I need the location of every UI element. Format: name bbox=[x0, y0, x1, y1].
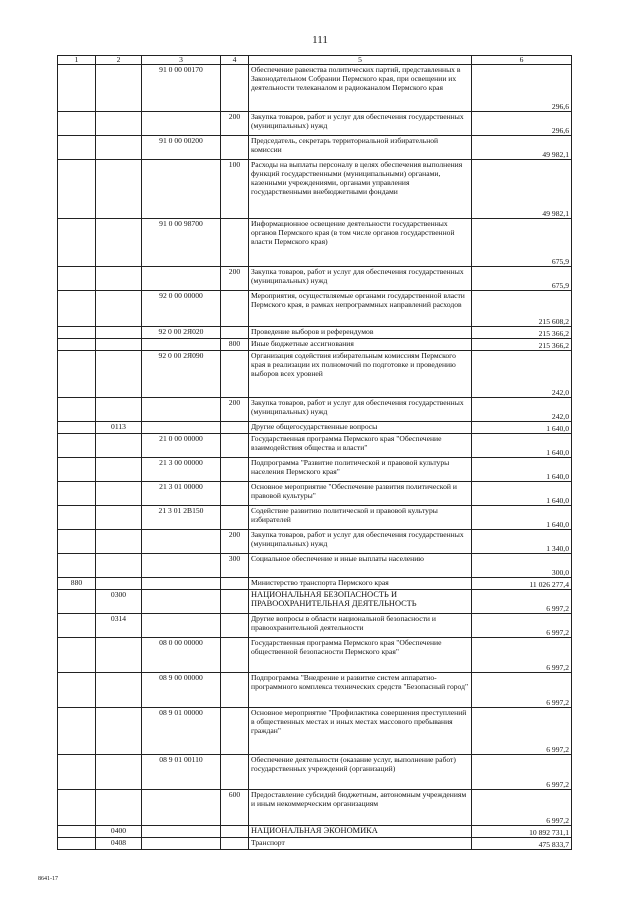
cell-expense-type: 200 bbox=[221, 398, 249, 422]
cell-description: Иные бюджетные ассигнования bbox=[249, 339, 472, 351]
table-row bbox=[58, 65, 572, 112]
cell-expense-type bbox=[221, 578, 249, 590]
cell-description: Содействие развитию политической и правовой культуры избирателей bbox=[249, 506, 472, 530]
cell-ministry-code bbox=[58, 434, 96, 458]
cell-amount: 11 026 277,4 bbox=[472, 578, 572, 590]
cell-expense-type bbox=[221, 291, 249, 327]
cell-amount: 6 997,2 bbox=[472, 673, 572, 708]
header-col-3: 3 bbox=[142, 56, 221, 65]
table-row bbox=[58, 291, 572, 327]
cell-target-article bbox=[142, 826, 221, 838]
budget-table bbox=[57, 55, 572, 850]
cell-target-article bbox=[142, 530, 221, 554]
cell-amount: 1 640,0 bbox=[472, 482, 572, 506]
cell-ministry-code bbox=[58, 112, 96, 136]
cell-amount: 1 640,0 bbox=[472, 506, 572, 530]
cell-section-code bbox=[96, 327, 142, 339]
cell-description: Проведение выборов и референдумов bbox=[249, 327, 472, 339]
table-header-row bbox=[58, 56, 572, 65]
cell-amount: 6 997,2 bbox=[472, 708, 572, 755]
cell-expense-type bbox=[221, 458, 249, 482]
cell-description: Закупка товаров, работ и услуг для обеспечения государственных (муниципальных) нужд bbox=[249, 530, 472, 554]
cell-amount: 215 366,2 bbox=[472, 327, 572, 339]
cell-expense-type bbox=[221, 506, 249, 530]
table-row bbox=[58, 826, 572, 838]
cell-section-code bbox=[96, 554, 142, 578]
cell-ministry-code bbox=[58, 458, 96, 482]
cell-description: Расходы на выплаты персоналу в целях обеспечения выполнения функций государственными (муниципальными) органами, казенными учреждениями, органами управления государственными внебюджетными фондами bbox=[249, 160, 472, 219]
table-row bbox=[58, 458, 572, 482]
footer-code: 8641-17 bbox=[38, 876, 58, 882]
cell-expense-type: 200 bbox=[221, 530, 249, 554]
cell-description: Основное мероприятие "Обеспечение развития политической и правовой культуры" bbox=[249, 482, 472, 506]
cell-description: Информационное освещение деятельности государственных органов Пермского края (в том числе органов государственной власти Пермского края) bbox=[249, 219, 472, 267]
cell-expense-type: 100 bbox=[221, 160, 249, 219]
cell-section-code bbox=[96, 434, 142, 458]
cell-ministry-code bbox=[58, 708, 96, 755]
table-row bbox=[58, 351, 572, 398]
table-row bbox=[58, 112, 572, 136]
cell-section-code bbox=[96, 708, 142, 755]
cell-expense-type bbox=[221, 614, 249, 638]
cell-expense-type bbox=[221, 422, 249, 434]
cell-description: Подпрограмма "Внедрение и развитие систем аппаратно-программного комплекса технических средств "Безопасный город" bbox=[249, 673, 472, 708]
cell-ministry-code bbox=[58, 422, 96, 434]
cell-section-code bbox=[96, 638, 142, 673]
table-row bbox=[58, 790, 572, 826]
cell-target-article bbox=[142, 339, 221, 351]
cell-amount: 296,6 bbox=[472, 112, 572, 136]
table-row bbox=[58, 530, 572, 554]
table-row bbox=[58, 267, 572, 291]
cell-ministry-code bbox=[58, 790, 96, 826]
cell-description: Мероприятия, осуществляемые органами государственной власти Пермского края, в рамках непрограммных направлений расходов bbox=[249, 291, 472, 327]
cell-expense-type bbox=[221, 638, 249, 673]
table-body bbox=[58, 65, 572, 850]
cell-expense-type bbox=[221, 327, 249, 339]
cell-description: Социальное обеспечение и иные выплаты населению bbox=[249, 554, 472, 578]
cell-ministry-code bbox=[58, 826, 96, 838]
header-col-1: 1 bbox=[58, 56, 96, 65]
table-row bbox=[58, 482, 572, 506]
cell-target-article bbox=[142, 112, 221, 136]
header-col-6: 6 bbox=[472, 56, 572, 65]
cell-expense-type bbox=[221, 826, 249, 838]
cell-target-article bbox=[142, 590, 221, 614]
cell-expense-type: 800 bbox=[221, 339, 249, 351]
cell-amount: 10 892 731,1 bbox=[472, 826, 572, 838]
cell-ministry-code bbox=[58, 339, 96, 351]
table-row bbox=[58, 506, 572, 530]
cell-ministry-code bbox=[58, 267, 96, 291]
cell-ministry-code bbox=[58, 327, 96, 339]
cell-description: Основное мероприятие "Профилактика совершения преступлений в общественных местах и иных местах массового пребывания граждан" bbox=[249, 708, 472, 755]
cell-section-code bbox=[96, 219, 142, 267]
cell-description: Другие вопросы в области национальной безопасности и правоохранительной деятельности bbox=[249, 614, 472, 638]
cell-expense-type bbox=[221, 434, 249, 458]
table-row bbox=[58, 160, 572, 219]
cell-amount: 242,0 bbox=[472, 398, 572, 422]
cell-amount: 1 640,0 bbox=[472, 434, 572, 458]
cell-section-code bbox=[96, 398, 142, 422]
cell-section-code bbox=[96, 530, 142, 554]
cell-ministry-code bbox=[58, 673, 96, 708]
cell-target-article: 91 0 00 00200 bbox=[142, 136, 221, 160]
cell-ministry-code bbox=[58, 160, 96, 219]
cell-section-code bbox=[96, 339, 142, 351]
cell-amount: 1 340,0 bbox=[472, 530, 572, 554]
cell-target-article bbox=[142, 267, 221, 291]
cell-amount: 675,9 bbox=[472, 267, 572, 291]
cell-expense-type bbox=[221, 136, 249, 160]
cell-ministry-code bbox=[58, 482, 96, 506]
cell-description: Закупка товаров, работ и услуг для обеспечения государственных (муниципальных) нужд bbox=[249, 112, 472, 136]
table-row bbox=[58, 708, 572, 755]
cell-section-code bbox=[96, 160, 142, 219]
cell-ministry-code bbox=[58, 590, 96, 614]
table-row bbox=[58, 327, 572, 339]
cell-expense-type bbox=[221, 65, 249, 112]
cell-section-code bbox=[96, 506, 142, 530]
cell-target-article: 21 0 00 00000 bbox=[142, 434, 221, 458]
cell-target-article: 08 9 01 00110 bbox=[142, 755, 221, 790]
table-row bbox=[58, 638, 572, 673]
cell-target-article: 91 0 00 00170 bbox=[142, 65, 221, 112]
cell-target-article: 92 0 00 00000 bbox=[142, 291, 221, 327]
header-col-4: 4 bbox=[221, 56, 249, 65]
table-row bbox=[58, 398, 572, 422]
cell-section-code bbox=[96, 458, 142, 482]
cell-expense-type bbox=[221, 708, 249, 755]
cell-section-code bbox=[96, 673, 142, 708]
cell-amount: 49 982,1 bbox=[472, 136, 572, 160]
cell-target-article bbox=[142, 554, 221, 578]
cell-ministry-code bbox=[58, 351, 96, 398]
cell-description: Обеспечение равенства политических партий, представленных в Законодательном Собрании Пермского края, при освещении их деятельности телеканалом и радиоканалом Пермского края bbox=[249, 65, 472, 112]
table-row bbox=[58, 422, 572, 434]
cell-expense-type: 300 bbox=[221, 554, 249, 578]
cell-section-code: 0408 bbox=[96, 838, 142, 850]
cell-target-article bbox=[142, 160, 221, 219]
cell-description: Транспорт bbox=[249, 838, 472, 850]
cell-amount: 1 640,0 bbox=[472, 458, 572, 482]
cell-amount: 6 997,2 bbox=[472, 638, 572, 673]
cell-expense-type bbox=[221, 590, 249, 614]
cell-amount: 1 640,0 bbox=[472, 422, 572, 434]
cell-ministry-code bbox=[58, 554, 96, 578]
cell-section-code bbox=[96, 755, 142, 790]
cell-section-code bbox=[96, 112, 142, 136]
cell-description: Предоставление субсидий бюджетным, автономным учреждениям и иным некоммерческим организациям bbox=[249, 790, 472, 826]
cell-ministry-code bbox=[58, 136, 96, 160]
cell-target-article: 08 0 00 00000 bbox=[142, 638, 221, 673]
cell-description: НАЦИОНАЛЬНАЯ ЭКОНОМИКА bbox=[249, 826, 472, 838]
cell-expense-type bbox=[221, 351, 249, 398]
cell-target-article: 92 0 00 2Я020 bbox=[142, 327, 221, 339]
cell-ministry-code bbox=[58, 291, 96, 327]
cell-description: НАЦИОНАЛЬНАЯ БЕЗОПАСНОСТЬ И ПРАВООХРАНИТЕЛЬНАЯ ДЕЯТЕЛЬНОСТЬ bbox=[249, 590, 472, 614]
header-col-2: 2 bbox=[96, 56, 142, 65]
cell-section-code bbox=[96, 65, 142, 112]
table-row bbox=[58, 578, 572, 590]
cell-ministry-code bbox=[58, 614, 96, 638]
cell-target-article bbox=[142, 398, 221, 422]
cell-amount: 296,6 bbox=[472, 65, 572, 112]
cell-expense-type bbox=[221, 219, 249, 267]
cell-description: Подпрограмма "Развитие политической и правовой культуры населения Пермского края" bbox=[249, 458, 472, 482]
cell-amount: 300,0 bbox=[472, 554, 572, 578]
cell-description: Председатель, секретарь территориальной избирательной комиссии bbox=[249, 136, 472, 160]
table-row bbox=[58, 614, 572, 638]
cell-section-code bbox=[96, 482, 142, 506]
table-row bbox=[58, 838, 572, 850]
cell-amount: 6 997,2 bbox=[472, 614, 572, 638]
cell-ministry-code bbox=[58, 219, 96, 267]
cell-ministry-code bbox=[58, 530, 96, 554]
cell-target-article bbox=[142, 614, 221, 638]
cell-section-code: 0113 bbox=[96, 422, 142, 434]
cell-description: Закупка товаров, работ и услуг для обеспечения государственных (муниципальных) нужд bbox=[249, 267, 472, 291]
cell-amount: 6 997,2 bbox=[472, 590, 572, 614]
cell-ministry-code bbox=[58, 838, 96, 850]
cell-amount: 242,0 bbox=[472, 351, 572, 398]
cell-expense-type bbox=[221, 673, 249, 708]
cell-section-code bbox=[96, 291, 142, 327]
cell-expense-type bbox=[221, 755, 249, 790]
cell-amount: 215 366,2 bbox=[472, 339, 572, 351]
cell-description: Организация содействия избирательным комиссиям Пермского края в реализации их полномочий по подготовке и проведению выборов всех уровней bbox=[249, 351, 472, 398]
cell-section-code bbox=[96, 578, 142, 590]
cell-target-article: 21 3 01 2В150 bbox=[142, 506, 221, 530]
cell-description: Государственная программа Пермского края "Обеспечение общественной безопасности Пермского края" bbox=[249, 638, 472, 673]
cell-description: Министерство транспорта Пермского края bbox=[249, 578, 472, 590]
cell-ministry-code bbox=[58, 506, 96, 530]
cell-description: Другие общегосударственные вопросы bbox=[249, 422, 472, 434]
cell-target-article bbox=[142, 790, 221, 826]
cell-amount: 215 608,2 bbox=[472, 291, 572, 327]
cell-ministry-code bbox=[58, 638, 96, 673]
cell-ministry-code bbox=[58, 755, 96, 790]
page-number: 111 bbox=[312, 34, 328, 46]
cell-section-code: 0400 bbox=[96, 826, 142, 838]
table-row bbox=[58, 339, 572, 351]
cell-ministry-code bbox=[58, 65, 96, 112]
cell-section-code bbox=[96, 267, 142, 291]
table-row bbox=[58, 673, 572, 708]
cell-amount: 6 997,2 bbox=[472, 790, 572, 826]
cell-ministry-code: 880 bbox=[58, 578, 96, 590]
table-row bbox=[58, 554, 572, 578]
cell-target-article: 08 9 01 00000 bbox=[142, 708, 221, 755]
table-row bbox=[58, 136, 572, 160]
cell-expense-type bbox=[221, 838, 249, 850]
cell-target-article: 21 3 01 00000 bbox=[142, 482, 221, 506]
cell-target-article bbox=[142, 578, 221, 590]
header-col-5: 5 bbox=[249, 56, 472, 65]
cell-target-article bbox=[142, 838, 221, 850]
table-row bbox=[58, 590, 572, 614]
cell-target-article: 21 3 00 00000 bbox=[142, 458, 221, 482]
cell-description: Закупка товаров, работ и услуг для обеспечения государственных (муниципальных) нужд bbox=[249, 398, 472, 422]
cell-target-article: 91 0 00 98700 bbox=[142, 219, 221, 267]
cell-target-article: 92 0 00 2Я090 bbox=[142, 351, 221, 398]
cell-expense-type: 200 bbox=[221, 112, 249, 136]
cell-amount: 6 997,2 bbox=[472, 755, 572, 790]
cell-section-code bbox=[96, 136, 142, 160]
cell-amount: 49 982,1 bbox=[472, 160, 572, 219]
cell-expense-type: 600 bbox=[221, 790, 249, 826]
cell-section-code bbox=[96, 351, 142, 398]
cell-section-code: 0314 bbox=[96, 614, 142, 638]
table-row bbox=[58, 434, 572, 458]
cell-description: Государственная программа Пермского края "Обеспечение взаимодействия общества и власти" bbox=[249, 434, 472, 458]
cell-description: Обеспечение деятельности (оказание услуг, выполнение работ) государственных учреждений (организаций) bbox=[249, 755, 472, 790]
cell-amount: 475 833,7 bbox=[472, 838, 572, 850]
cell-section-code: 0300 bbox=[96, 590, 142, 614]
cell-target-article: 08 9 00 00000 bbox=[142, 673, 221, 708]
cell-ministry-code bbox=[58, 398, 96, 422]
cell-expense-type bbox=[221, 482, 249, 506]
table-row bbox=[58, 219, 572, 267]
cell-target-article bbox=[142, 422, 221, 434]
cell-amount: 675,9 bbox=[472, 219, 572, 267]
cell-section-code bbox=[96, 790, 142, 826]
table-row bbox=[58, 755, 572, 790]
cell-expense-type: 200 bbox=[221, 267, 249, 291]
